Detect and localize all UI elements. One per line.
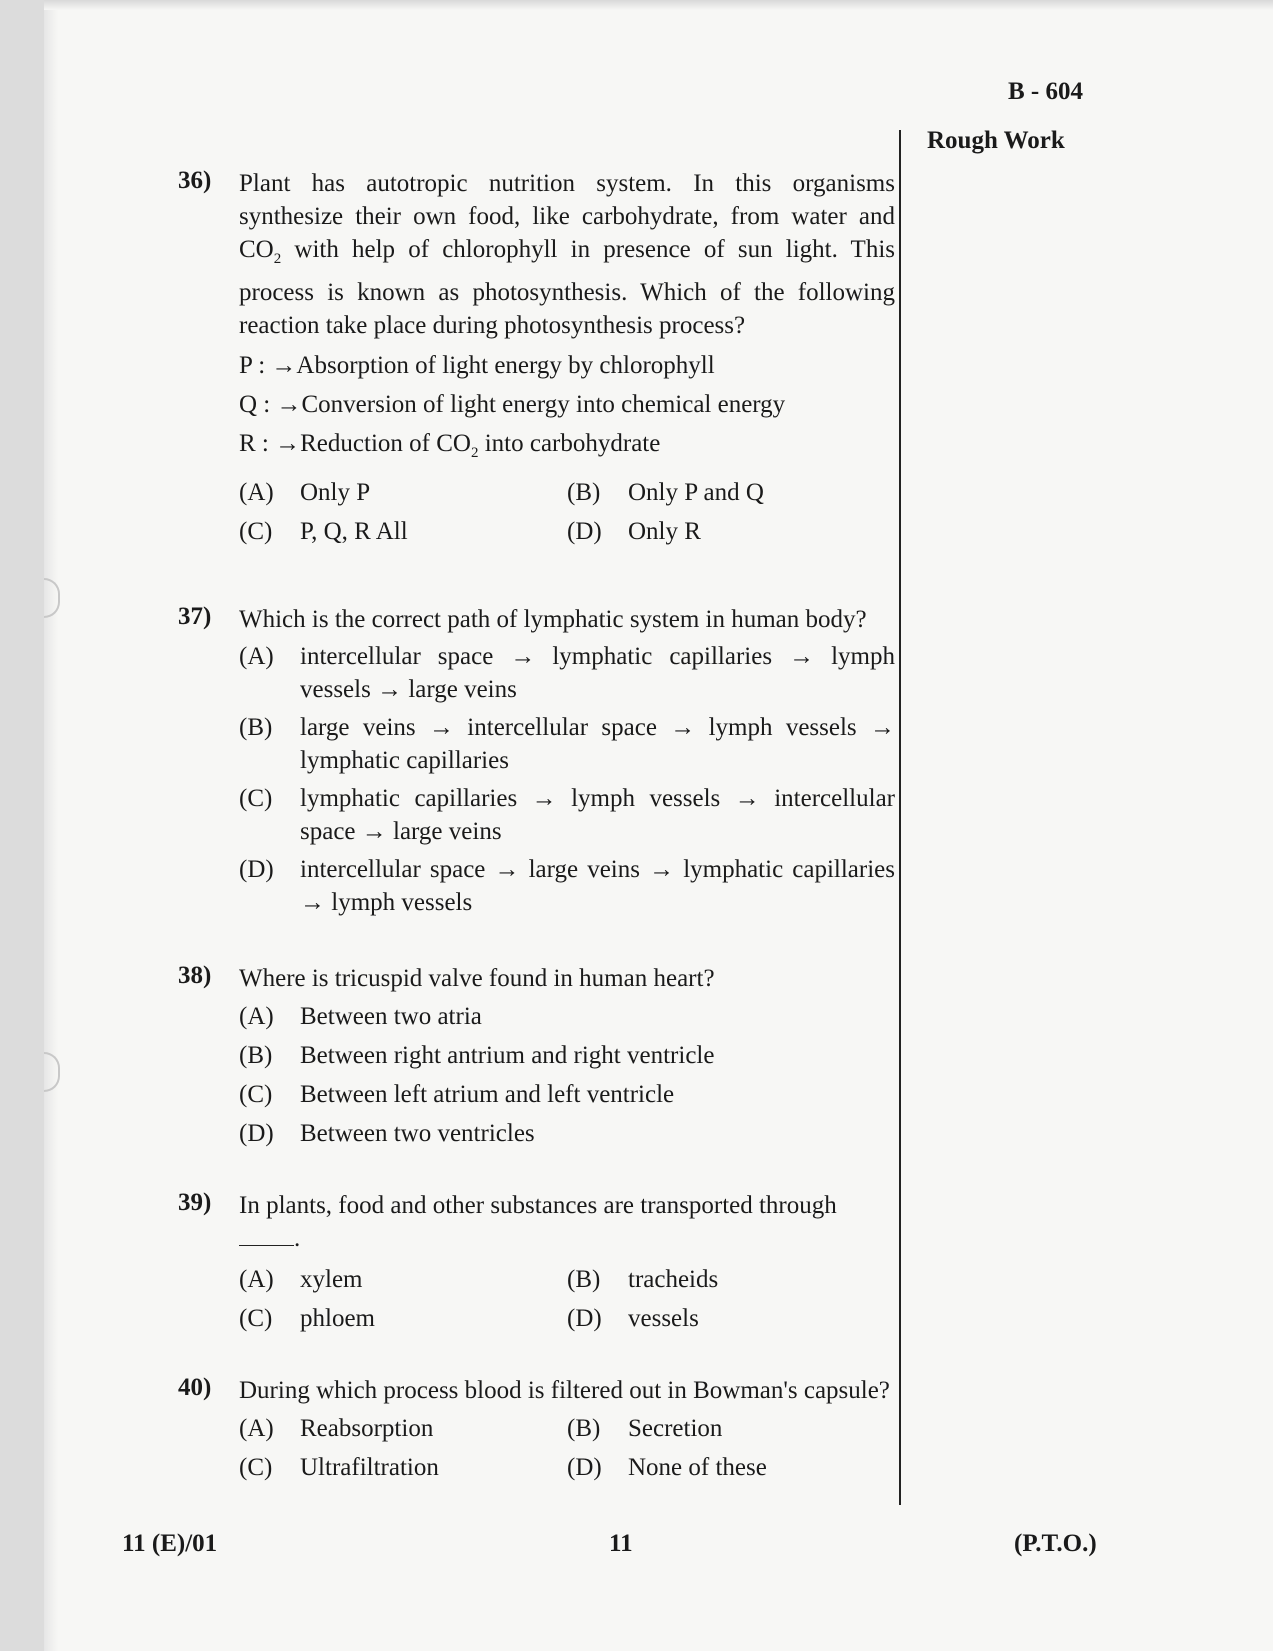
option-c: (C) phloem [239,1305,375,1332]
pto-note: (P.T.O.) [1014,1530,1097,1557]
question-text: Where is tricuspid valve found in human heart? [239,965,715,992]
option-b: (B) large veins → intercellular space → lymph vessels → lymphatic capillaries [239,714,895,774]
options [239,997,895,1153]
question-36 [178,167,895,551]
question-number: 38) [178,962,212,989]
option-b: (B) tracheids [567,1266,719,1293]
statement-p: P : →Absorption of light energy by chlorophyll [239,352,715,379]
option-c: (C) Between left atrium and left ventricle [239,1081,675,1108]
option-d: (D) intercellular space → large veins → lymphatic capillaries → lymph vessels [239,856,895,916]
column-divider [899,130,901,1505]
question-text: Which is the correct path of lymphatic system in human body? [239,606,867,633]
option-a: (A) Only P [239,479,371,506]
question-40 [178,1374,895,1487]
option-c: (C) lymphatic capillaries → lymph vessels → intercellular space → large veins [239,785,895,845]
option-c: (C) P, Q, R All [239,518,408,545]
question-38 [178,962,895,1153]
page-number: 11 [609,1530,633,1557]
option-d: (D) Between two ventricles [239,1120,535,1147]
option-a: (A) Between two atria [239,1003,482,1030]
option-d: (D) vessels [567,1305,699,1332]
options [239,473,895,551]
questions-column [178,167,895,1487]
options [239,1409,895,1487]
question-text: In plants, food and other substances are transported through [239,1192,837,1219]
question-number: 36) [178,167,212,194]
options [239,1260,895,1338]
scan-edge-shadow [44,0,58,1651]
option-c: (C) Ultrafiltration [239,1454,439,1481]
statement-q: Q : →Conversion of light energy into chemical energy [239,391,786,418]
option-a: (A) xylem [239,1266,363,1293]
question-37 [178,603,895,919]
footer-paper-id: 11 (E)/01 [122,1530,218,1557]
option-d: (D) Only R [567,518,701,545]
question-39 [178,1189,895,1338]
question-text: During which process blood is filtered out in Bowman's capsule? [239,1377,890,1404]
option-b: (B) Secretion [567,1415,723,1442]
answer-blank: . [239,1222,895,1260]
option-a: (A) Reabsorption [239,1415,434,1442]
question-number: 40) [178,1374,212,1401]
option-a: (A) intercellular space → lymphatic capillaries → lymph vessels → large veins [239,643,895,703]
rough-work-heading: Rough Work [927,127,1065,154]
option-b: (B) Only P and Q [567,479,764,506]
paper-code: B - 604 [1008,78,1083,105]
question-text: Plant has autotropic nutrition system. In this organisms synthesize their own food, like carbohydrate, from water and $CO_2$ with help of chlorophyll in presence of sun light. This process is known as photosynthesis. Which of the following reaction take place during photosynthesis process? [239,170,895,339]
question-number: 37) [178,603,212,630]
scan-left-edge [0,0,44,1651]
option-d: (D) None of these [567,1454,767,1481]
question-number: 39) [178,1189,212,1216]
statement-r: R : →Reduction of $CO_2$ into carbohydrate [239,430,661,461]
scan-top-edge [44,0,1273,10]
option-b: (B) Between right antrium and right ventricle [239,1042,715,1069]
options [239,640,895,919]
